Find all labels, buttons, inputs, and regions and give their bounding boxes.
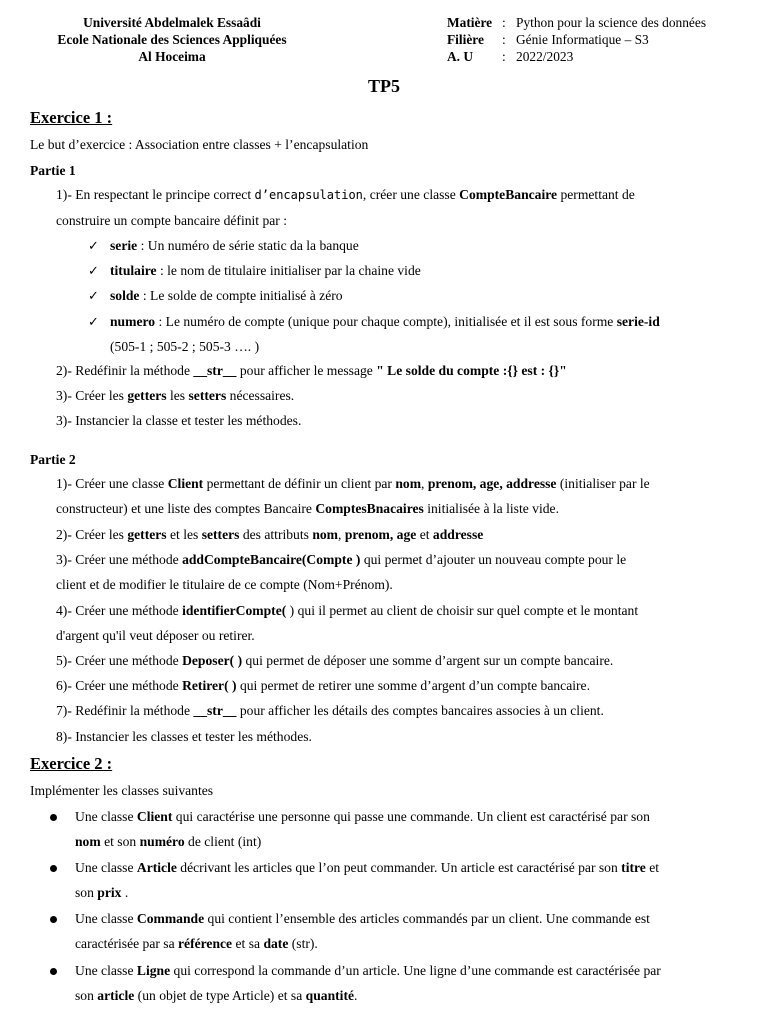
ex2-bullet2: Une classe Article décrivant les articles que l’on peut commander. Un article est caractérisé par son titre et	[75, 860, 660, 875]
ex2-bullet1: Une classe Client qui caractérise une personne qui passe une commande. Un client est caractérisé par son	[75, 809, 650, 824]
p2-line3: 2)- Créer les getters et les setters des attributs nom, prenom, age et addresse	[56, 527, 484, 542]
p2-line9: 6)- Créer une méthode Retirer( ) qui permet de retirer une somme d’argent d’un compte bancaire.	[56, 678, 590, 693]
attr-solde: ✓ solde : Le solde de compte initialisé à zéro	[88, 288, 343, 304]
filiere-row: Filière : Génie Informatique – S3	[447, 32, 649, 47]
bullet-icon	[50, 814, 57, 821]
p1-question3: 3)- Créer les getters les setters nécessaires.	[56, 388, 295, 403]
p2-line1: 1)- Créer une classe Client permettant de définir un client par nom, prenom, age, addresse (initialiser par le	[56, 476, 650, 491]
university-name: Université Abdelmalek Essaâdi	[83, 15, 261, 30]
ex2-bullet3: Une classe Commande qui contient l’ensemble des articles commandés par un client. Une commande est	[75, 911, 650, 926]
partie1-label: Partie 1	[30, 163, 76, 178]
checkmark-icon: ✓	[88, 315, 99, 330]
page-title: TP5	[367, 76, 400, 96]
p1-question2: 2)- Redéfinir la méthode __str__ pour afficher le message " Le solde du compte :{} est : {}"	[56, 363, 567, 378]
p1-question1: 1)- En respectant le principe correct d’encapsulation, créer une classe CompteBancaire permettant de	[56, 187, 635, 202]
checkmark-icon: ✓	[88, 239, 99, 254]
attr-numero: ✓ numero : Le numéro de compte (unique pour chaque compte), initialisée et il est sous forme serie-id	[88, 314, 660, 330]
exercise2-intro: Implémenter les classes suivantes	[30, 783, 214, 798]
p2-line6: 4)- Créer une méthode identifierCompte( ) qui il permet au client de choisir sur quel compte et le montant	[56, 603, 639, 618]
course-info	[447, 14, 706, 65]
attr-numero-cont: (505-1 ; 505-2 ; 505-3 …. )	[110, 339, 260, 354]
p2-line2: constructeur) et une liste des comptes Bancaire ComptesBnacaires initialisée à la liste vide.	[56, 501, 559, 516]
p1-question1-cont: construire un compte bancaire définit par :	[56, 213, 288, 228]
exercise2-heading: Exercice 2 :	[30, 754, 113, 773]
exercise1-heading: Exercice 1 :	[30, 108, 113, 127]
city-name: Al Hoceima	[138, 49, 206, 64]
bullet-icon	[50, 865, 57, 872]
checkmark-icon: ✓	[88, 264, 99, 279]
school-name: Ecole Nationale des Sciences Appliquées	[57, 32, 287, 47]
p2-line4: 3)- Créer une méthode addCompteBancaire(Compte ) qui permet d’ajouter un nouveau compte pour le	[56, 552, 627, 567]
exercise1-goal: Le but d’exercice : Association entre classes + l’encapsulation	[30, 137, 369, 152]
attr-serie: ✓ serie : Un numéro de série static da la banque	[88, 238, 359, 254]
attr-titulaire: ✓ titulaire : le nom de titulaire initialiser par la chaine vide	[88, 263, 421, 279]
ex2-bullet4: Une classe Ligne qui correspond la commande d’un article. Une ligne d’une commande est caractérisée par	[75, 963, 661, 978]
matiere-row: Matière : Python pour la science des données	[447, 15, 707, 30]
checkmark-icon: ✓	[88, 289, 99, 304]
partie2-label: Partie 2	[30, 452, 76, 467]
p2-line10: 7)- Redéfinir la méthode __str__ pour afficher les détails des comptes bancaires associes à un client.	[56, 703, 604, 718]
ex2-bullet3-cont: caractérisée par sa référence et sa date (str).	[75, 936, 318, 951]
ex2-bullet1-cont: nom et son numéro de client (int)	[75, 834, 262, 849]
institution-block	[36, 14, 308, 65]
au-row: A. U : 2022/2023	[447, 49, 574, 64]
p2-line7: d'argent qu'il veut déposer ou retirer.	[56, 628, 255, 643]
bullet-icon	[50, 968, 57, 975]
p2-line5: client et de modifier le titulaire de ce compte (Nom+Prénom).	[56, 577, 393, 592]
p2-line11: 8)- Instancier les classes et tester les méthodes.	[56, 729, 312, 744]
p1-question4: 3)- Instancier la classe et tester les méthodes.	[56, 413, 302, 428]
bullet-icon	[50, 916, 57, 923]
ex2-bullet4-cont: son article (un objet de type Article) et sa quantité.	[75, 988, 358, 1003]
ex2-bullet2-cont: son prix .	[75, 885, 129, 900]
p2-line8: 5)- Créer une méthode Deposer( ) qui permet de déposer une somme d’argent sur un compte bancaire.	[56, 653, 614, 668]
